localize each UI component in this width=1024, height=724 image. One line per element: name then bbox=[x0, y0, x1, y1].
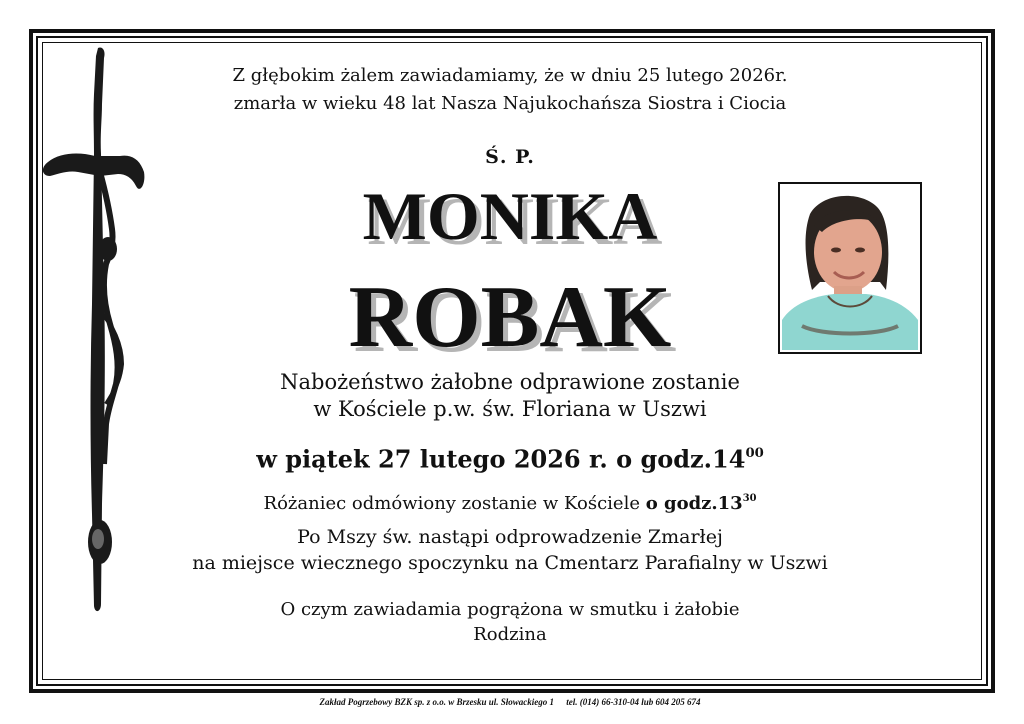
service-date-text: w piątek 27 lutego 2026 r. o godz.14 bbox=[256, 444, 746, 474]
last-name: ROBAK bbox=[348, 269, 672, 366]
intro-line-2: zmarła w wieku 48 lat Nasza Najukochańsza Siostra i Ciocia bbox=[233, 93, 787, 114]
family-line-1: O czym zawiadamia pogrążona w smutku i żałobie bbox=[280, 599, 740, 620]
intro-line-1: Z głębokim żalem zawiadamiamy, że w dniu 25 lutego 2026r. bbox=[232, 65, 788, 86]
intro-text bbox=[150, 62, 870, 118]
service-info bbox=[150, 369, 870, 423]
portrait-image bbox=[782, 186, 918, 350]
service-date bbox=[150, 438, 870, 476]
rosary-text: Różaniec odmówiony zostanie w Kościele bbox=[263, 492, 646, 514]
rosary-time: o godz.13 bbox=[645, 492, 743, 514]
service-line-1: Nabożeństwo żałobne odprawione zostanie bbox=[280, 370, 740, 394]
footer-phone: tel. (014) 66-310-04 lub 604 205 674 bbox=[566, 697, 701, 707]
rosary-info bbox=[150, 485, 870, 518]
burial-line-1: Po Mszy św. nastąpi odprowadzenie Zmarłej bbox=[297, 526, 723, 548]
sp-abbreviation: Ś. P. bbox=[485, 146, 535, 168]
family-line-2: Rodzina bbox=[473, 624, 547, 645]
funeral-home-footer bbox=[150, 697, 870, 707]
portrait-photo bbox=[778, 182, 922, 354]
burial-info bbox=[150, 524, 870, 576]
footer-company: Zakład Pogrzebowy BZK sp. z o.o. w Brzesku ul. Słowackiego 1 bbox=[319, 697, 555, 707]
family-notice bbox=[150, 597, 870, 647]
first-name: MONIKA bbox=[362, 178, 658, 254]
service-date-minutes: 00 bbox=[745, 446, 764, 461]
burial-line-2: na miejsce wiecznego spoczynku na Cmentarz Parafialny w Uszwi bbox=[192, 552, 828, 574]
service-line-2: w Kościele p.w. św. Floriana w Uszwi bbox=[313, 397, 707, 421]
rosary-minutes: 30 bbox=[742, 493, 757, 504]
crucifix-icon bbox=[40, 44, 152, 618]
